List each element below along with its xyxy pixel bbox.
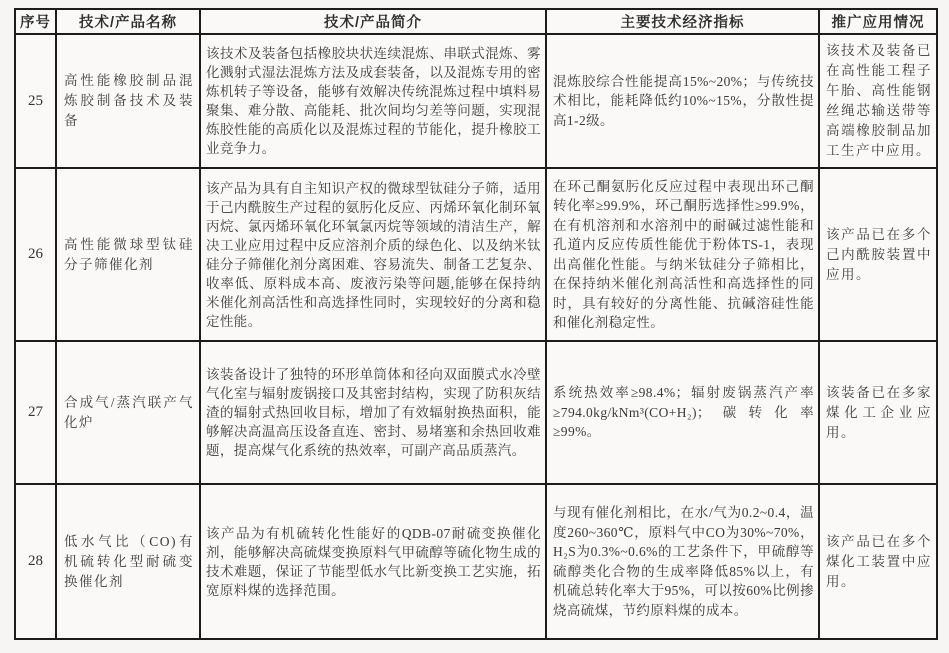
product-indicators: 混炼胶综合性能提高15%~20%；与传统技术相比，能耗降低约10%~15%，分散性提高1-2级。	[546, 34, 819, 168]
product-intro: 该装备设计了独特的环形单筒体和径向双面膜式水冷壁气化室与辐射废锅接口及其密封结构，实现了防积灰结渣的辐射式热回收目标，增加了有效辐射换热面积，能够解决高温高压设备直连、密封、易堵塞和余热回收难题，提高煤气化系统的热效率，可副产高品质蒸汽。	[200, 341, 546, 484]
product-indicators: 在环己酮氨肟化反应过程中表现出环己酮转化率≥99.9%，环己酮肟选择性≥99.9%，在有机溶剂和水溶剂中的耐碱过滤性能和孔道内反应传质性能优于粉体TS-1，表现出高催化性能。与纳米钛硅分子筛相比，在保持纳米催化剂高活性和高选择性的同时，具有较好的分离性能、抗碱溶硅性能和催化剂稳定性。	[546, 168, 819, 341]
product-application: 该技术及装备已在高性能工程子午胎、高性能钢丝绳芯输送带等高端橡胶制品加工生产中应用。	[819, 34, 937, 168]
table-row	[15, 34, 937, 168]
product-intro: 该技术及装备包括橡胶块状连续混炼、串联式混炼、雾化溅射式湿法混炼方法及成套装备，以及混炼专用的密炼机转子等设备，能够有效解决传统混炼过程中填料易聚集、难分散、高能耗、批次间均匀差等问题，实现混炼胶性能的高质化以及混炼过程的节能化，提升橡胶工业竞争力。	[200, 34, 546, 168]
product-indicators: 系统热效率≥98.4%；辐射废锅蒸汽产率≥794.0kg/kNm³(CO+H₂)；碳转化率≥99%。	[546, 341, 819, 484]
table-row	[15, 168, 937, 341]
header-product-intro: 技术/产品简介	[200, 9, 546, 34]
product-name: 高性能微球型钛硅分子筛催化剂	[56, 168, 200, 341]
product-name: 高性能橡胶制品混炼胶制备技术及装备	[56, 34, 200, 168]
row-serial-number: 25	[15, 34, 56, 168]
product-indicators: 与现有催化剂相比，在水/气为0.2~0.4，温度260~360℃，原料气中CO为30%~70%，H₂S为0.3%~0.6%的工艺条件下，甲硫醇等硫醇类化合物的生成率降低85%以上，有机硫总转化率大于95%，可以按60%比例掺烧高硫煤，节约原料煤的成本。	[546, 484, 819, 639]
table-row	[15, 341, 937, 484]
product-name: 低水气比（CO)有机硫转化型耐硫变换催化剂	[56, 484, 200, 639]
header-serial-number: 序号	[15, 9, 56, 34]
header-application-status: 推广应用情况	[819, 9, 937, 34]
product-name: 合成气/蒸汽联产气化炉	[56, 341, 200, 484]
row-serial-number: 27	[15, 341, 56, 484]
table-header-row	[15, 9, 937, 34]
row-serial-number: 28	[15, 484, 56, 639]
tech-product-table	[14, 8, 938, 640]
product-application: 该装备已在多家煤化工企业应用。	[819, 341, 937, 484]
product-intro: 该产品为有机硫转化性能好的QDB-07耐硫变换催化剂，能够解决高硫煤变换原料气甲硫醇等硫化物生成的技术难题，保证了节能型低水气比新变换工艺实施，拓宽原料煤的选择范围。	[200, 484, 546, 639]
header-product-name: 技术/产品名称	[56, 9, 200, 34]
product-application: 该产品已在多个己内酰胺装置中应用。	[819, 168, 937, 341]
row-serial-number: 26	[15, 168, 56, 341]
header-economic-indicators: 主要技术经济指标	[546, 9, 819, 34]
product-intro: 该产品为具有自主知识产权的微球型钛硅分子筛，适用于己内酰胺生产过程的氨肟化反应、丙烯环氧化制环氧丙烷、氯丙烯环氧化环氧氯丙烷等领域的清洁生产，解决工业应用过程中反应溶剂介质的绿色化、以及纳米钛硅分子筛催化剂分离困难、容易流失、制备工艺复杂、收率低、原料成本高、废液污染等问题,能够在保持纳米催化剂高活性和高选择性同时，实现较好的分离和稳定性能。	[200, 168, 546, 341]
table-row	[15, 484, 937, 639]
product-application: 该产品已在多个煤化工装置中应用。	[819, 484, 937, 639]
